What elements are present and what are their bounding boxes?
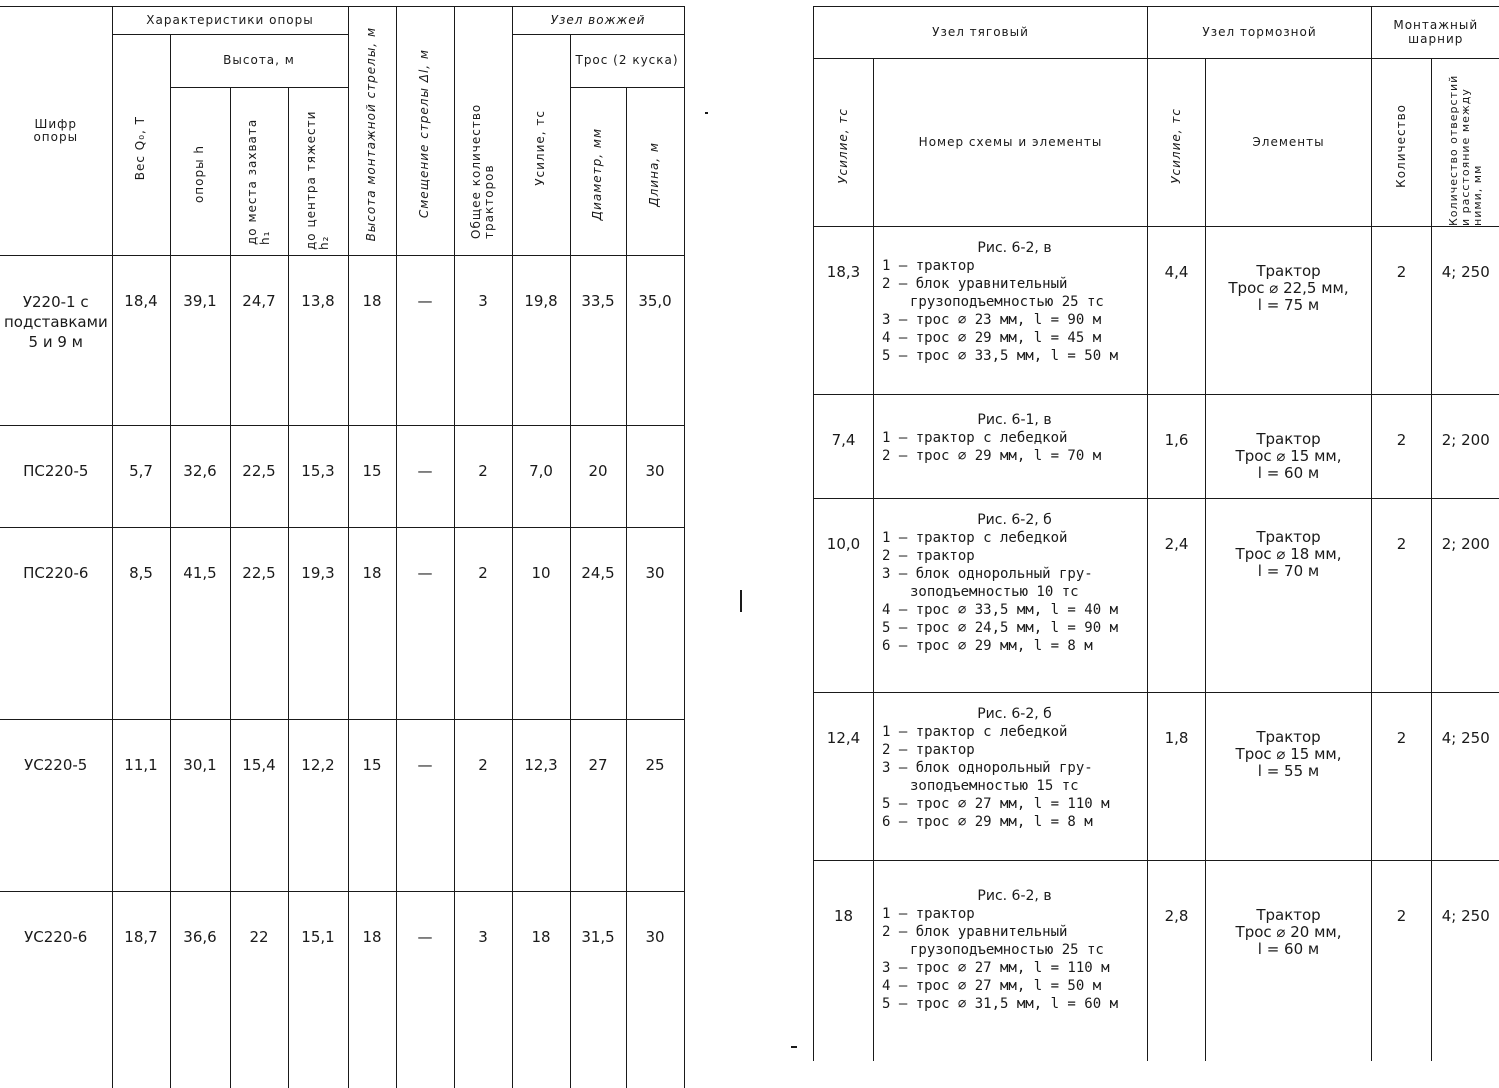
table-row — [814, 499, 1499, 693]
scheme-line: 1 — трактор с лебедкой — [882, 723, 1147, 741]
brake-line: l = 55 м — [1206, 763, 1371, 780]
cell-rope-length: 25 — [626, 720, 684, 892]
cell-tractors: 2 — [454, 426, 512, 528]
cell-cipher: ПС220-6 — [0, 528, 112, 720]
brake-line: Трактор — [1206, 529, 1371, 546]
cell-brake-force: 4,4 — [1148, 227, 1206, 395]
scan-mark — [705, 112, 708, 114]
scheme-line: 5 — трос ⌀ 31,5 мм, l = 60 м — [882, 995, 1147, 1013]
brake-line: Трактор — [1206, 729, 1371, 746]
header-cipher: Шифр опоры — [0, 7, 112, 256]
scan-mark — [740, 590, 742, 612]
header-weight: Вес Q₀, Т — [112, 35, 170, 256]
header-traction-force: Усилие, тс — [814, 59, 874, 227]
cell-boom-height: 18 — [348, 528, 396, 720]
brake-line: l = 75 м — [1206, 297, 1371, 314]
cell-weight: 8,5 — [112, 528, 170, 720]
cell-tractors: 3 — [454, 892, 512, 1088]
header-rein-unit: Узел вожжей — [512, 7, 684, 35]
scheme-line: 2 — блок уравнительный — [882, 275, 1147, 293]
cell-boom-offset: — — [396, 256, 454, 426]
scheme-line: грузоподъемностью 25 тс — [882, 941, 1147, 959]
cell-tractors: 2 — [454, 720, 512, 892]
cell-traction-force: 18,3 — [814, 227, 874, 395]
cell-cipher: У220-1 с подставками 5 и 9 м — [0, 256, 112, 426]
cell-hinge-holes: 4; 250 — [1432, 693, 1499, 861]
cell-tractors: 2 — [454, 528, 512, 720]
cell-brake-elements — [1206, 227, 1372, 395]
cell-rope-length: 30 — [626, 528, 684, 720]
cell-rein-force: 18 — [512, 892, 570, 1088]
brake-line: l = 70 м — [1206, 563, 1371, 580]
brake-line: Трос ⌀ 20 мм, — [1206, 924, 1371, 941]
table-row — [0, 892, 684, 1088]
cell-weight: 11,1 — [112, 720, 170, 892]
cell-tractors: 3 — [454, 256, 512, 426]
scheme-line: 6 — трос ⌀ 29 мм, l = 8 м — [882, 637, 1147, 655]
cell-height-grip: 15,4 — [230, 720, 288, 892]
cell-cipher: УС220-6 — [0, 892, 112, 1088]
cell-hinge-qty: 2 — [1372, 861, 1432, 1061]
scheme-line: 4 — трос ⌀ 27 мм, l = 50 м — [882, 977, 1147, 995]
header-hinge-holes: Количество отверстий и расстояние между ними, мм — [1432, 59, 1499, 227]
scheme-line: 6 — трос ⌀ 29 мм, l = 8 м — [882, 813, 1147, 831]
cell-hinge-holes: 2; 200 — [1432, 499, 1499, 693]
cell-rein-force: 12,3 — [512, 720, 570, 892]
header-rope-length: Длина, м — [626, 88, 684, 256]
cell-rope-diameter: 27 — [570, 720, 626, 892]
header-boom-offset: Смещение стрелы Δl, м — [396, 7, 454, 256]
cell-cipher: ПС220-5 — [0, 426, 112, 528]
scheme-line: 2 — трос ⌀ 29 мм, l = 70 м — [882, 447, 1147, 465]
cell-hinge-qty: 2 — [1372, 499, 1432, 693]
brake-line: l = 60 м — [1206, 465, 1371, 482]
cell-brake-force: 2,8 — [1148, 861, 1206, 1061]
table-row — [0, 528, 684, 720]
scheme-line: 5 — трос ⌀ 33,5 мм, l = 50 м — [882, 347, 1147, 365]
table-row — [814, 227, 1499, 395]
cell-rope-diameter: 31,5 — [570, 892, 626, 1088]
left-table — [0, 6, 685, 1088]
table-row — [814, 395, 1499, 499]
cell-rope-diameter: 20 — [570, 426, 626, 528]
scheme-line: 3 — трос ⌀ 27 мм, l = 110 м — [882, 959, 1147, 977]
header-rope-diameter: Диаметр, мм — [570, 88, 626, 256]
right-table — [813, 6, 1499, 1061]
cell-traction-force: 10,0 — [814, 499, 874, 693]
cell-scheme — [874, 499, 1148, 693]
table-row — [814, 693, 1499, 861]
scheme-line: 2 — трактор — [882, 741, 1147, 759]
cell-scheme — [874, 861, 1148, 1061]
cell-cipher: УС220-5 — [0, 720, 112, 892]
table-row — [0, 720, 684, 892]
cell-scheme — [874, 227, 1148, 395]
brake-line: Трактор — [1206, 263, 1371, 280]
cell-traction-force: 12,4 — [814, 693, 874, 861]
brake-line: Трос ⌀ 18 мм, — [1206, 546, 1371, 563]
brake-line: Трос ⌀ 15 мм, — [1206, 448, 1371, 465]
cell-height-support: 30,1 — [170, 720, 230, 892]
brake-line: l = 60 м — [1206, 941, 1371, 958]
header-height-support: опоры h — [170, 88, 230, 256]
scheme-line: зоподъемностью 10 тс — [882, 583, 1147, 601]
brake-line: Трос ⌀ 22,5 мм, — [1206, 280, 1371, 297]
cell-boom-offset: — — [396, 528, 454, 720]
header-hinge: Монтажный шарнир — [1372, 7, 1499, 59]
cell-height-support: 32,6 — [170, 426, 230, 528]
header-brake-force: Усилие, тс — [1148, 59, 1206, 227]
cell-boom-offset: — — [396, 892, 454, 1088]
cell-height-grip: 22,5 — [230, 426, 288, 528]
header-hinge-qty: Количество — [1372, 59, 1432, 227]
cell-weight: 18,7 — [112, 892, 170, 1088]
cell-hinge-holes: 2; 200 — [1432, 395, 1499, 499]
header-rope-group: Трос (2 куска) — [570, 35, 684, 88]
scheme-line: 1 — трактор — [882, 257, 1147, 275]
header-brake-unit: Узел тормозной — [1148, 7, 1372, 59]
scheme-line: 3 — блок однорольный гру- — [882, 565, 1147, 583]
cell-boom-offset: — — [396, 426, 454, 528]
scheme-line: 4 — трос ⌀ 33,5 мм, l = 40 м — [882, 601, 1147, 619]
cell-height-support: 36,6 — [170, 892, 230, 1088]
cell-boom-height: 18 — [348, 256, 396, 426]
header-height-grip: до места захвата h₁ — [230, 88, 288, 256]
cell-height-gravity: 13,8 — [288, 256, 348, 426]
header-scheme: Номер схемы и элементы — [874, 59, 1148, 227]
cell-boom-height: 15 — [348, 720, 396, 892]
cell-brake-force: 2,4 — [1148, 499, 1206, 693]
cell-boom-height: 15 — [348, 426, 396, 528]
header-support-characteristics: Характеристики опоры — [112, 7, 348, 35]
cell-hinge-qty: 2 — [1372, 693, 1432, 861]
scheme-line: 3 — блок однорольный гру- — [882, 759, 1147, 777]
cell-rope-diameter: 33,5 — [570, 256, 626, 426]
cell-brake-elements — [1206, 395, 1372, 499]
scheme-figure: Рис. 6-1, в — [882, 411, 1147, 429]
header-height-group: Высота, м — [170, 35, 348, 88]
cell-weight: 18,4 — [112, 256, 170, 426]
cell-height-grip: 22 — [230, 892, 288, 1088]
scheme-figure: Рис. 6-2, б — [882, 705, 1147, 723]
cell-rein-force: 10 — [512, 528, 570, 720]
cell-height-support: 39,1 — [170, 256, 230, 426]
cell-height-gravity: 15,1 — [288, 892, 348, 1088]
cell-scheme — [874, 693, 1148, 861]
header-rein-force: Усилие, тс — [512, 35, 570, 256]
cell-rope-length: 30 — [626, 426, 684, 528]
scheme-line: 1 — трактор — [882, 905, 1147, 923]
scheme-line: 3 — трос ⌀ 23 мм, l = 90 м — [882, 311, 1147, 329]
table-row — [814, 861, 1499, 1061]
cell-brake-force: 1,8 — [1148, 693, 1206, 861]
cell-height-gravity: 19,3 — [288, 528, 348, 720]
cell-height-grip: 22,5 — [230, 528, 288, 720]
cell-rope-length: 30 — [626, 892, 684, 1088]
cell-rope-diameter: 24,5 — [570, 528, 626, 720]
cell-boom-height: 18 — [348, 892, 396, 1088]
cell-weight: 5,7 — [112, 426, 170, 528]
scheme-line: 2 — блок уравнительный — [882, 923, 1147, 941]
header-brake-elements: Элементы — [1206, 59, 1372, 227]
cell-traction-force: 7,4 — [814, 395, 874, 499]
cell-traction-force: 18 — [814, 861, 874, 1061]
cell-height-gravity: 12,2 — [288, 720, 348, 892]
scheme-line: 5 — трос ⌀ 27 мм, l = 110 м — [882, 795, 1147, 813]
scheme-line: зоподъемностью 15 тс — [882, 777, 1147, 795]
header-boom-height: Высота монтажной стрелы, м — [348, 7, 396, 256]
scheme-line: 1 — трактор с лебедкой — [882, 529, 1147, 547]
cell-height-grip: 24,7 — [230, 256, 288, 426]
brake-line: Трактор — [1206, 907, 1371, 924]
cell-hinge-qty: 2 — [1372, 227, 1432, 395]
cell-boom-offset: — — [396, 720, 454, 892]
cell-brake-force: 1,6 — [1148, 395, 1206, 499]
cell-brake-elements — [1206, 861, 1372, 1061]
cell-hinge-holes: 4; 250 — [1432, 227, 1499, 395]
cell-height-support: 41,5 — [170, 528, 230, 720]
cell-rein-force: 7,0 — [512, 426, 570, 528]
scheme-line: грузоподъемностью 25 тс — [882, 293, 1147, 311]
scheme-figure: Рис. 6-2, б — [882, 511, 1147, 529]
cell-brake-elements — [1206, 499, 1372, 693]
cell-brake-elements — [1206, 693, 1372, 861]
table-row — [0, 426, 684, 528]
header-height-gravity: до центра тяжести h₂ — [288, 88, 348, 256]
header-traction-unit: Узел тяговый — [814, 7, 1148, 59]
cell-hinge-qty: 2 — [1372, 395, 1432, 499]
scheme-line: 4 — трос ⌀ 29 мм, l = 45 м — [882, 329, 1147, 347]
brake-line: Трактор — [1206, 431, 1371, 448]
cell-rope-length: 35,0 — [626, 256, 684, 426]
cell-height-gravity: 15,3 — [288, 426, 348, 528]
brake-line: Трос ⌀ 15 мм, — [1206, 746, 1371, 763]
scheme-line: 5 — трос ⌀ 24,5 мм, l = 90 м — [882, 619, 1147, 637]
cell-rein-force: 19,8 — [512, 256, 570, 426]
cell-hinge-holes: 4; 250 — [1432, 861, 1499, 1061]
scan-mark — [791, 1046, 797, 1048]
scheme-figure: Рис. 6-2, в — [882, 887, 1147, 905]
scheme-figure: Рис. 6-2, в — [882, 239, 1147, 257]
scheme-line: 1 — трактор с лебедкой — [882, 429, 1147, 447]
cell-scheme — [874, 395, 1148, 499]
table-row — [0, 256, 684, 426]
header-tractors-total: Общее количество тракторов — [454, 7, 512, 256]
scheme-line: 2 — трактор — [882, 547, 1147, 565]
